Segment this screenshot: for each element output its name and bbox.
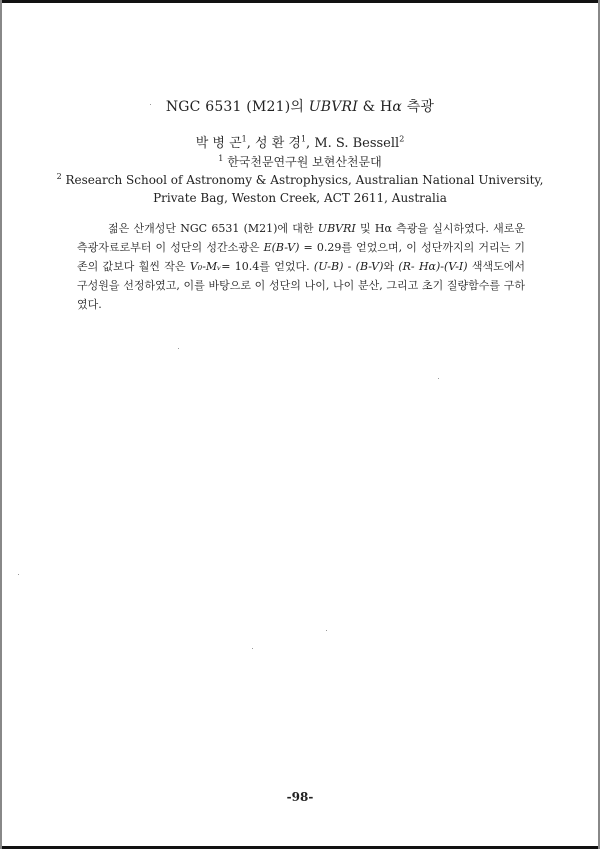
affiliation-2-line-2-text: Private Bag, Weston Creek, ACT 2611, Australia (153, 191, 447, 205)
author-list (0, 132, 600, 151)
affiliation-2-line-2 (0, 191, 600, 205)
affiliation-1-mark: 1 (218, 154, 224, 163)
title-alpha: α (392, 99, 403, 115)
scan-speck (438, 378, 439, 379)
scan-speck (150, 104, 151, 105)
abstract-text: 젊은 산개성단 NGC 6531 (M21)에 대한 (108, 222, 318, 235)
abstract (77, 219, 525, 314)
abstract-text: 와 (383, 260, 399, 273)
affiliation-2-mark: 2 (56, 172, 62, 181)
title-ubvri: UBVRI (308, 99, 359, 115)
author-1: 박 병 곤 (195, 136, 242, 151)
author-separator: , (246, 136, 255, 151)
abstract-emphasis: E(B-V) (263, 241, 300, 254)
affiliation-1-text: 한국천문연구원 보현산천문대 (223, 155, 382, 169)
abstract-emphasis: (R- Hα)-(V-I) (398, 260, 468, 273)
abstract-text: = 10.4를 얻었다. (221, 260, 314, 273)
affiliation-1 (0, 153, 600, 170)
scan-speck (178, 348, 179, 349)
abstract-emphasis: V₀-Mᵥ (189, 260, 222, 273)
author-1-affil-mark: 1 (241, 134, 247, 144)
scan-speck (18, 574, 19, 575)
author-separator: , (306, 136, 315, 151)
title-suffix: 측광 (402, 99, 435, 115)
abstract-emphasis: UBVRI (317, 222, 356, 235)
author-2-affil-mark: 1 (300, 134, 307, 144)
paper-title (0, 96, 600, 116)
abstract-text: = 0.29를 얻었으며, 이 성단까지의 거리는 기존의 값보다 훨씬 작은 (77, 241, 525, 273)
scan-speck (326, 630, 327, 631)
author-2: 성 환 경 (255, 136, 301, 151)
page-border-top (0, 0, 600, 3)
affiliation-2 (0, 173, 600, 187)
title-amp: & H (358, 99, 393, 115)
affiliation-2-line-1: Research School of Astronomy & Astrophysics, Australian National University, (61, 173, 544, 187)
page-number: -98- (286, 790, 314, 804)
scan-speck (252, 648, 253, 649)
title-prefix: NGC 6531 (M21)의 (165, 99, 309, 115)
author-3-affil-mark: 2 (399, 134, 405, 144)
abstract-text: 색색도에서 구성원을 선정하였고, 이를 바탕으로 이 성단의 나이, 나이 분산, 그리고 초기 질량함수를 구하였다. (77, 260, 525, 311)
page-border-left (0, 0, 2, 849)
abstract-emphasis: (U-B) - (B-V) (313, 260, 384, 273)
author-3: M. S. Bessell (314, 136, 400, 151)
abstract-text: 및 Hα 측광을 실시하였다. 새로운 측광자료로부터 이 성단의 성간소광은 (77, 222, 526, 254)
